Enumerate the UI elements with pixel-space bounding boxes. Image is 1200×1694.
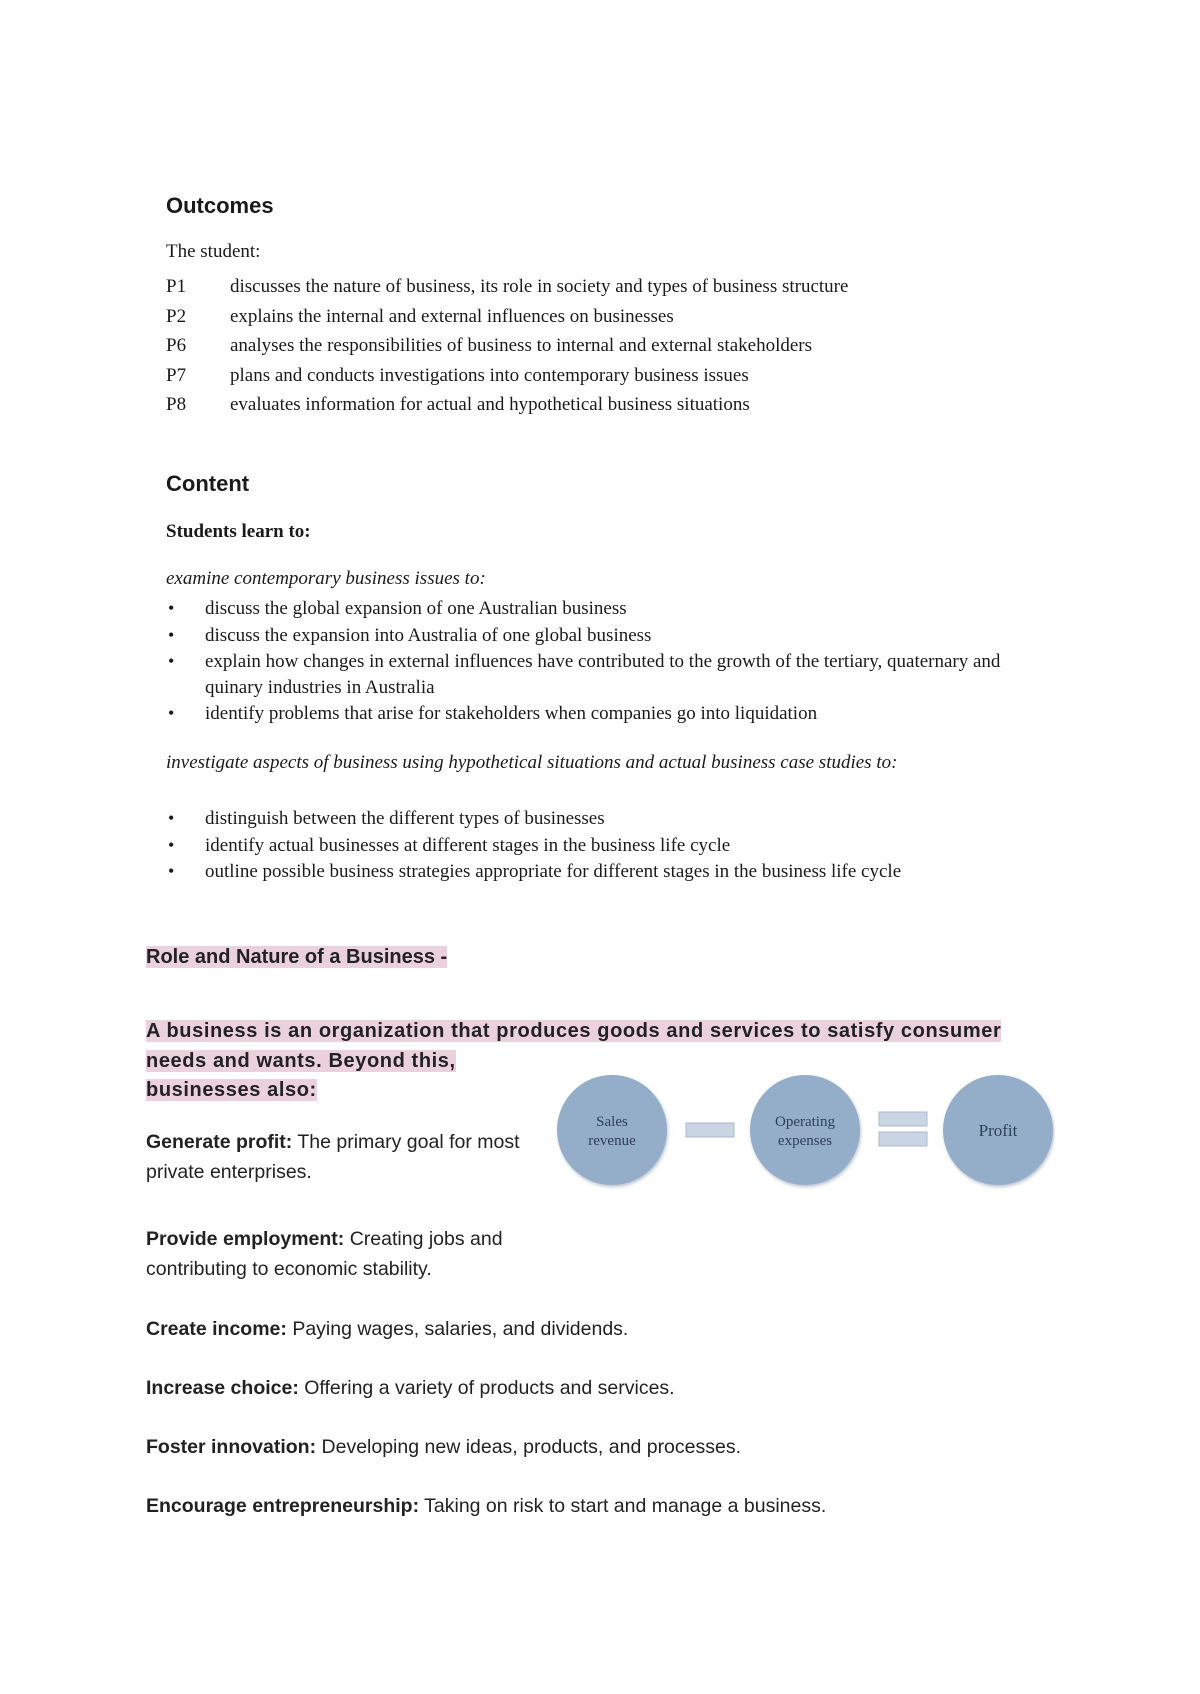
outcome-item — [166, 394, 848, 424]
role-item-profit — [146, 1128, 526, 1187]
outcomes-list — [166, 276, 848, 424]
outcome-item — [166, 306, 848, 336]
students-learn-heading: Students learn to: — [166, 521, 311, 542]
role-item-choice — [146, 1374, 675, 1404]
role-item-term: Increase choice: — [146, 1377, 299, 1399]
sales-revenue-label-1: Sales — [596, 1114, 628, 1130]
sales-revenue-circle — [557, 1075, 667, 1185]
outcome-item — [166, 335, 848, 365]
investigate-intro: investigate aspects of business using hypothetical situations and actual business case studies to: — [166, 752, 898, 773]
outcome-item — [166, 276, 848, 306]
role-intro-line1: A business is an organization that produces goods and services to satisfy consumer — [146, 1020, 1002, 1042]
list-item: • explain how changes in external influences have contributed to the growth of the tertiary, quaternary and quinary industries in Australia — [166, 649, 1006, 700]
role-item-term: Create income: — [146, 1318, 287, 1340]
role-item-innovation — [146, 1433, 741, 1463]
outcome-code: P8 — [166, 394, 187, 415]
profit-formula-diagram — [555, 1070, 1055, 1195]
operating-expenses-circle — [750, 1075, 860, 1185]
role-item-income — [146, 1315, 628, 1345]
investigate-list — [166, 806, 936, 886]
profit-label: Profit — [978, 1121, 1018, 1140]
outcome-text: analyses the responsibilities of business to internal and external stakeholders — [230, 335, 812, 356]
list-item: • identify actual businesses at different stages in the business life cycle — [166, 833, 936, 859]
examine-intro: examine contemporary business issues to: — [166, 568, 486, 589]
sales-revenue-label-2: revenue — [588, 1133, 636, 1149]
role-item-term: Encourage entrepreneurship: — [146, 1495, 420, 1517]
role-item-employment — [146, 1225, 526, 1284]
outcome-code: P6 — [166, 335, 187, 356]
role-heading — [146, 946, 447, 969]
role-item-desc: Offering a variety of products and services. — [304, 1377, 675, 1399]
outcomes-heading: Outcomes — [166, 193, 274, 218]
outcome-item — [166, 365, 848, 395]
role-item-desc: Paying wages, salaries, and dividends. — [292, 1318, 629, 1340]
outcome-code: P2 — [166, 305, 187, 327]
equals-sign-top — [879, 1112, 927, 1126]
role-item-entrepreneurship — [146, 1492, 826, 1522]
role-item-term: Generate profit: — [146, 1131, 293, 1153]
outcome-text: evaluates information for actual and hypothetical business situations — [230, 394, 750, 415]
role-intro-line3: businesses also: — [146, 1079, 317, 1101]
examine-list — [166, 596, 1006, 728]
role-item-desc: Taking on risk to start and manage a business. — [424, 1495, 827, 1517]
equals-sign-bottom — [879, 1132, 927, 1146]
role-heading-text: Role and Nature of a Business - — [146, 946, 448, 968]
outcomes-intro: The student: — [166, 241, 261, 262]
role-intro-line2: needs and wants. Beyond this, — [146, 1049, 456, 1072]
outcome-text: explains the internal and external influences on businesses — [230, 305, 674, 327]
operating-expenses-label-2: expenses — [777, 1133, 833, 1149]
outcome-code: P7 — [166, 364, 187, 386]
minus-sign — [686, 1123, 734, 1137]
list-item: • identify problems that arise for stakeholders when companies go into liquidation — [166, 701, 1006, 727]
role-item-term: Provide employment: — [146, 1228, 345, 1250]
role-item-desc: Developing new ideas, products, and processes. — [321, 1436, 742, 1458]
outcome-code: P1 — [166, 276, 187, 297]
list-item: • discuss the global expansion of one Australian business — [166, 596, 1006, 622]
content-heading: Content — [166, 471, 250, 496]
list-item: • discuss the expansion into Australia of one global business — [166, 623, 1006, 649]
role-item-desc: The primary goal for most private enterprises. — [146, 1131, 520, 1183]
role-item-desc: Creating jobs and contributing to economic stability. — [146, 1228, 503, 1280]
role-item-term: Foster innovation: — [146, 1436, 317, 1458]
operating-expenses-label-1: Operating — [775, 1114, 835, 1130]
list-item: • distinguish between the different types of businesses — [166, 806, 936, 832]
outcome-text: discusses the nature of business, its role in society and types of business structure — [230, 276, 849, 297]
list-item: • outline possible business strategies appropriate for different stages in the business life cycle — [166, 859, 936, 885]
outcome-text: plans and conducts investigations into contemporary business issues — [230, 364, 749, 386]
